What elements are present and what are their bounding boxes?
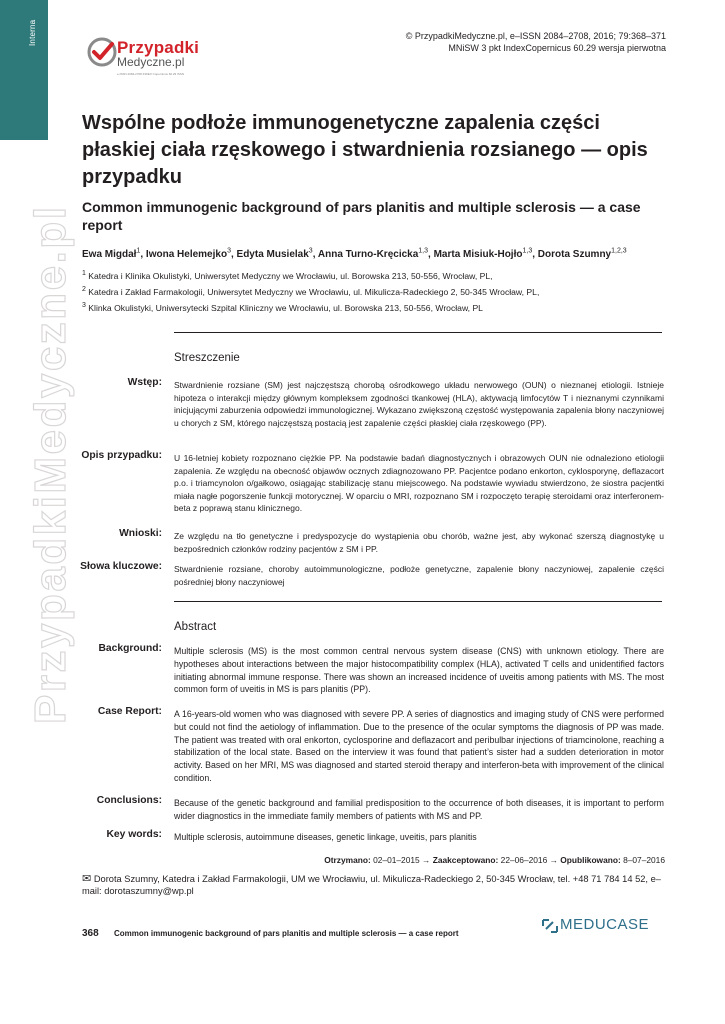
wnioski-text: Ze względu na tło genetyczne i predyspozycje do wystąpienia obu chorób, ważne jest, aby wykonać szerszą diagnostykę u bezpośrednich członków rodziny pacjentów z SM i PP. [174,531,664,554]
title-english: Common immunogenic background of pars planitis and multiple sclerosis — a case report [82,199,641,233]
key-words-label: Key words: [106,829,162,840]
divider [174,332,662,333]
case-report-label: Case Report: [97,706,162,717]
affiliation: $^2$ Katedra i Zakład Farmakologii, Uniwersytet Medyczny we Wrocławiu, ul. Mikulicza-Radeckiego 2, 50-345 Wrocław, PL, [82,286,540,297]
wstep-label: Wstęp: [127,377,162,388]
logo-name: Przypadki [117,38,200,57]
key-words-text: Multiple sclerosis, autoimmune diseases, genetic linkage, uveitis, pars planitis [174,832,477,842]
title-polish: Wspólne podłoże immunogenetyczne zapalenia części płaskiej ciała rzęskowego i stwardnienia rozsianego — opis przypadku [82,112,648,188]
page-number: 368 [82,928,99,939]
opis-label: Opis przypadku: [81,450,162,461]
watermark: PrzypadkiMedyczne.pl [26,204,75,724]
author: Iwona Helemejko$^3$, [145,248,237,261]
conclusions-label: Conclusions: [96,795,162,806]
author: Anna Turno-Kręcicka$^{1,3}$, [317,248,434,261]
accepted-label: Zaakceptowano: [432,855,499,865]
received-label: Otrzymano: [324,855,371,865]
case-report-text: A 16-years-old women who was diagnosed with severe PP. A series of diagnostics and imaging study of CNS were performed but could not find the aetiology of inflammation. Due to the presence of the ocular symptoms the diagnosis of PP was made. The patient was treated with oral enkorton, cyclosporine and deflazacort and peribulbar injections of triamcinolone, reaching a stabilization of the local state. Based on the interview it was found that patient’s sister had a sudden deterioration in motor activity. Based on her MRI, MS was diagnosed and started steroid therapy and interferon-beta with improvement of the clinical condition. [174,709,664,783]
published-label: Opublikowano: [560,855,621,865]
slowa-kluczowe-label: Słowa kluczowe: [80,561,162,572]
wstep-text: Stwardnienie rozsiane (SM) jest najczęstszą chorobą ośrodkowego układu nerwowego (OUN) o nieznanej etiologii. Istnieje hipoteza o interakcji między głównym kompleksem zgodności tkankowej (HLA), aktywacją limfocytów T i nieznanymi czynnikami inicjującymi zaburzenia odpowiedzi immunologicznej. Wykazano zwiększoną częstość występowania zapalenia błony naczyniowej u chorych z SM, którego najczęstszą postacią jest zapalenie części płaskiej ciała rzęskowego (PP). [174,380,664,428]
correspondence [82,873,662,897]
affiliation: $^1$ Katedra i Klinika Okulistyki, Uniwersytet Medyczny we Wrocławiu, ul. Borowska 213, 50-556, Wrocław, PL, [82,270,493,281]
journal-header-line1: © PrzypadkiMedyczne.pl, e–ISSN 2084–2708, 2016; 79:368–371 [405,31,666,41]
author: Edyta Musielak$^3$, [236,248,318,261]
logo-check-icon [86,36,118,68]
logo-subtitle: Medyczne.pl [117,55,185,69]
background-text: Multiple sclerosis (MS) is the most common central nervous system disease (CNS) with unknown etiology. There are hypotheses about interactions between the major histocompatibility complex (HLA), activated T cells and unidentified factors initiating abnormal immune response. There was shown an increased incidence of uveitis among patients with MS. The most common form of uveitis in MS is pars planitis (PP). [174,646,664,695]
section-label: Interna [28,19,37,46]
arrow-icon: → [422,855,431,865]
arrow-icon: → [549,855,558,865]
journal-header-line2: MNiSW 3 pkt IndexCopernicus 60.29 wersja pierwotna [448,43,666,53]
meducase-logo-icon [541,917,559,935]
divider [174,601,662,602]
streszczenie-heading: Streszczenie [174,352,240,364]
author: Ewa Migdał$^1$, [82,248,146,261]
journal-header [406,30,666,54]
logo-tiny-text: e-ISSN 2084-2708 INDEX Copernicus 60.29 ISSN [117,72,185,76]
received-date: 02–01–2015 [373,855,420,865]
accepted-date: 22–06–2016 [500,855,548,865]
background-label: Background: [98,643,162,654]
envelope-icon: ✉ [82,873,92,885]
running-title: Common immunogenic background of pars planitis and multiple sclerosis — a case report [114,929,459,938]
author: Marta Misiuk-Hojło$^{1,3}$, [433,248,538,261]
author-list [82,248,702,260]
publication-dates [324,855,665,865]
wnioski-label: Wnioski: [119,528,162,539]
affiliation: $^3$ Klinka Okulistyki, Uniwersytecki Szpital Kliniczny we Wrocławiu, ul. Borowska 213, 50-556, Wrocław, PL [82,302,483,313]
published-date: 8–07–2016 [623,855,665,865]
opis-text: U 16-letniej kobiety rozpoznano ciężkie PP. Na podstawie badań diagnostycznych i obrazowych OUN nie odnaleziono etiologii zapalenia. Ze względu na obecność objawów ocznych zdiagnozowano PP. Pacjentce podano enkorton, cyklosporynę, deflazacort p.o. i triamcynolon o/gałkowo, osiągając stabilizację stanu miejscowego. Na podstawie wywiadu stwierdzono, że siostra pacjentki miała nagłe pogorszenie funkcji motorycznej. W oparciu o MRI, rozpoznano SM i rozpoczęto terapię steroidami oraz interferonem-beta z poprawą stanu klinicznego. [174,453,664,513]
author: Dorota Szumny$^{1,2,3}$ [537,248,627,261]
correspondence-text: Dorota Szumny, Katedra i Zakład Farmakologii, UM we Wrocławiu, ul. Mikulicza-Radeckiego 2, 50-345 Wrocław, tel. +48 71 784 14 52, e–mail: dorotaszumny@wp.pl [82,874,661,896]
slowa-kluczowe-text: Stwardnienie rozsiane, choroby autoimmunologiczne, podłoże genetyczne, zapalenie błony naczyniowej, zapalenie części pośredniej błony naczyniowej [174,564,664,587]
conclusions-text: Because of the genetic background and familial predisposition to the occurrence of both diseases, it is important to perform wider diagnostics in the immediate family members of patients with MS and PP. [174,798,664,821]
publisher-logo: MEDUCASE [560,916,650,933]
section-sidebar [0,0,48,140]
abstract-heading: Abstract [174,621,217,633]
